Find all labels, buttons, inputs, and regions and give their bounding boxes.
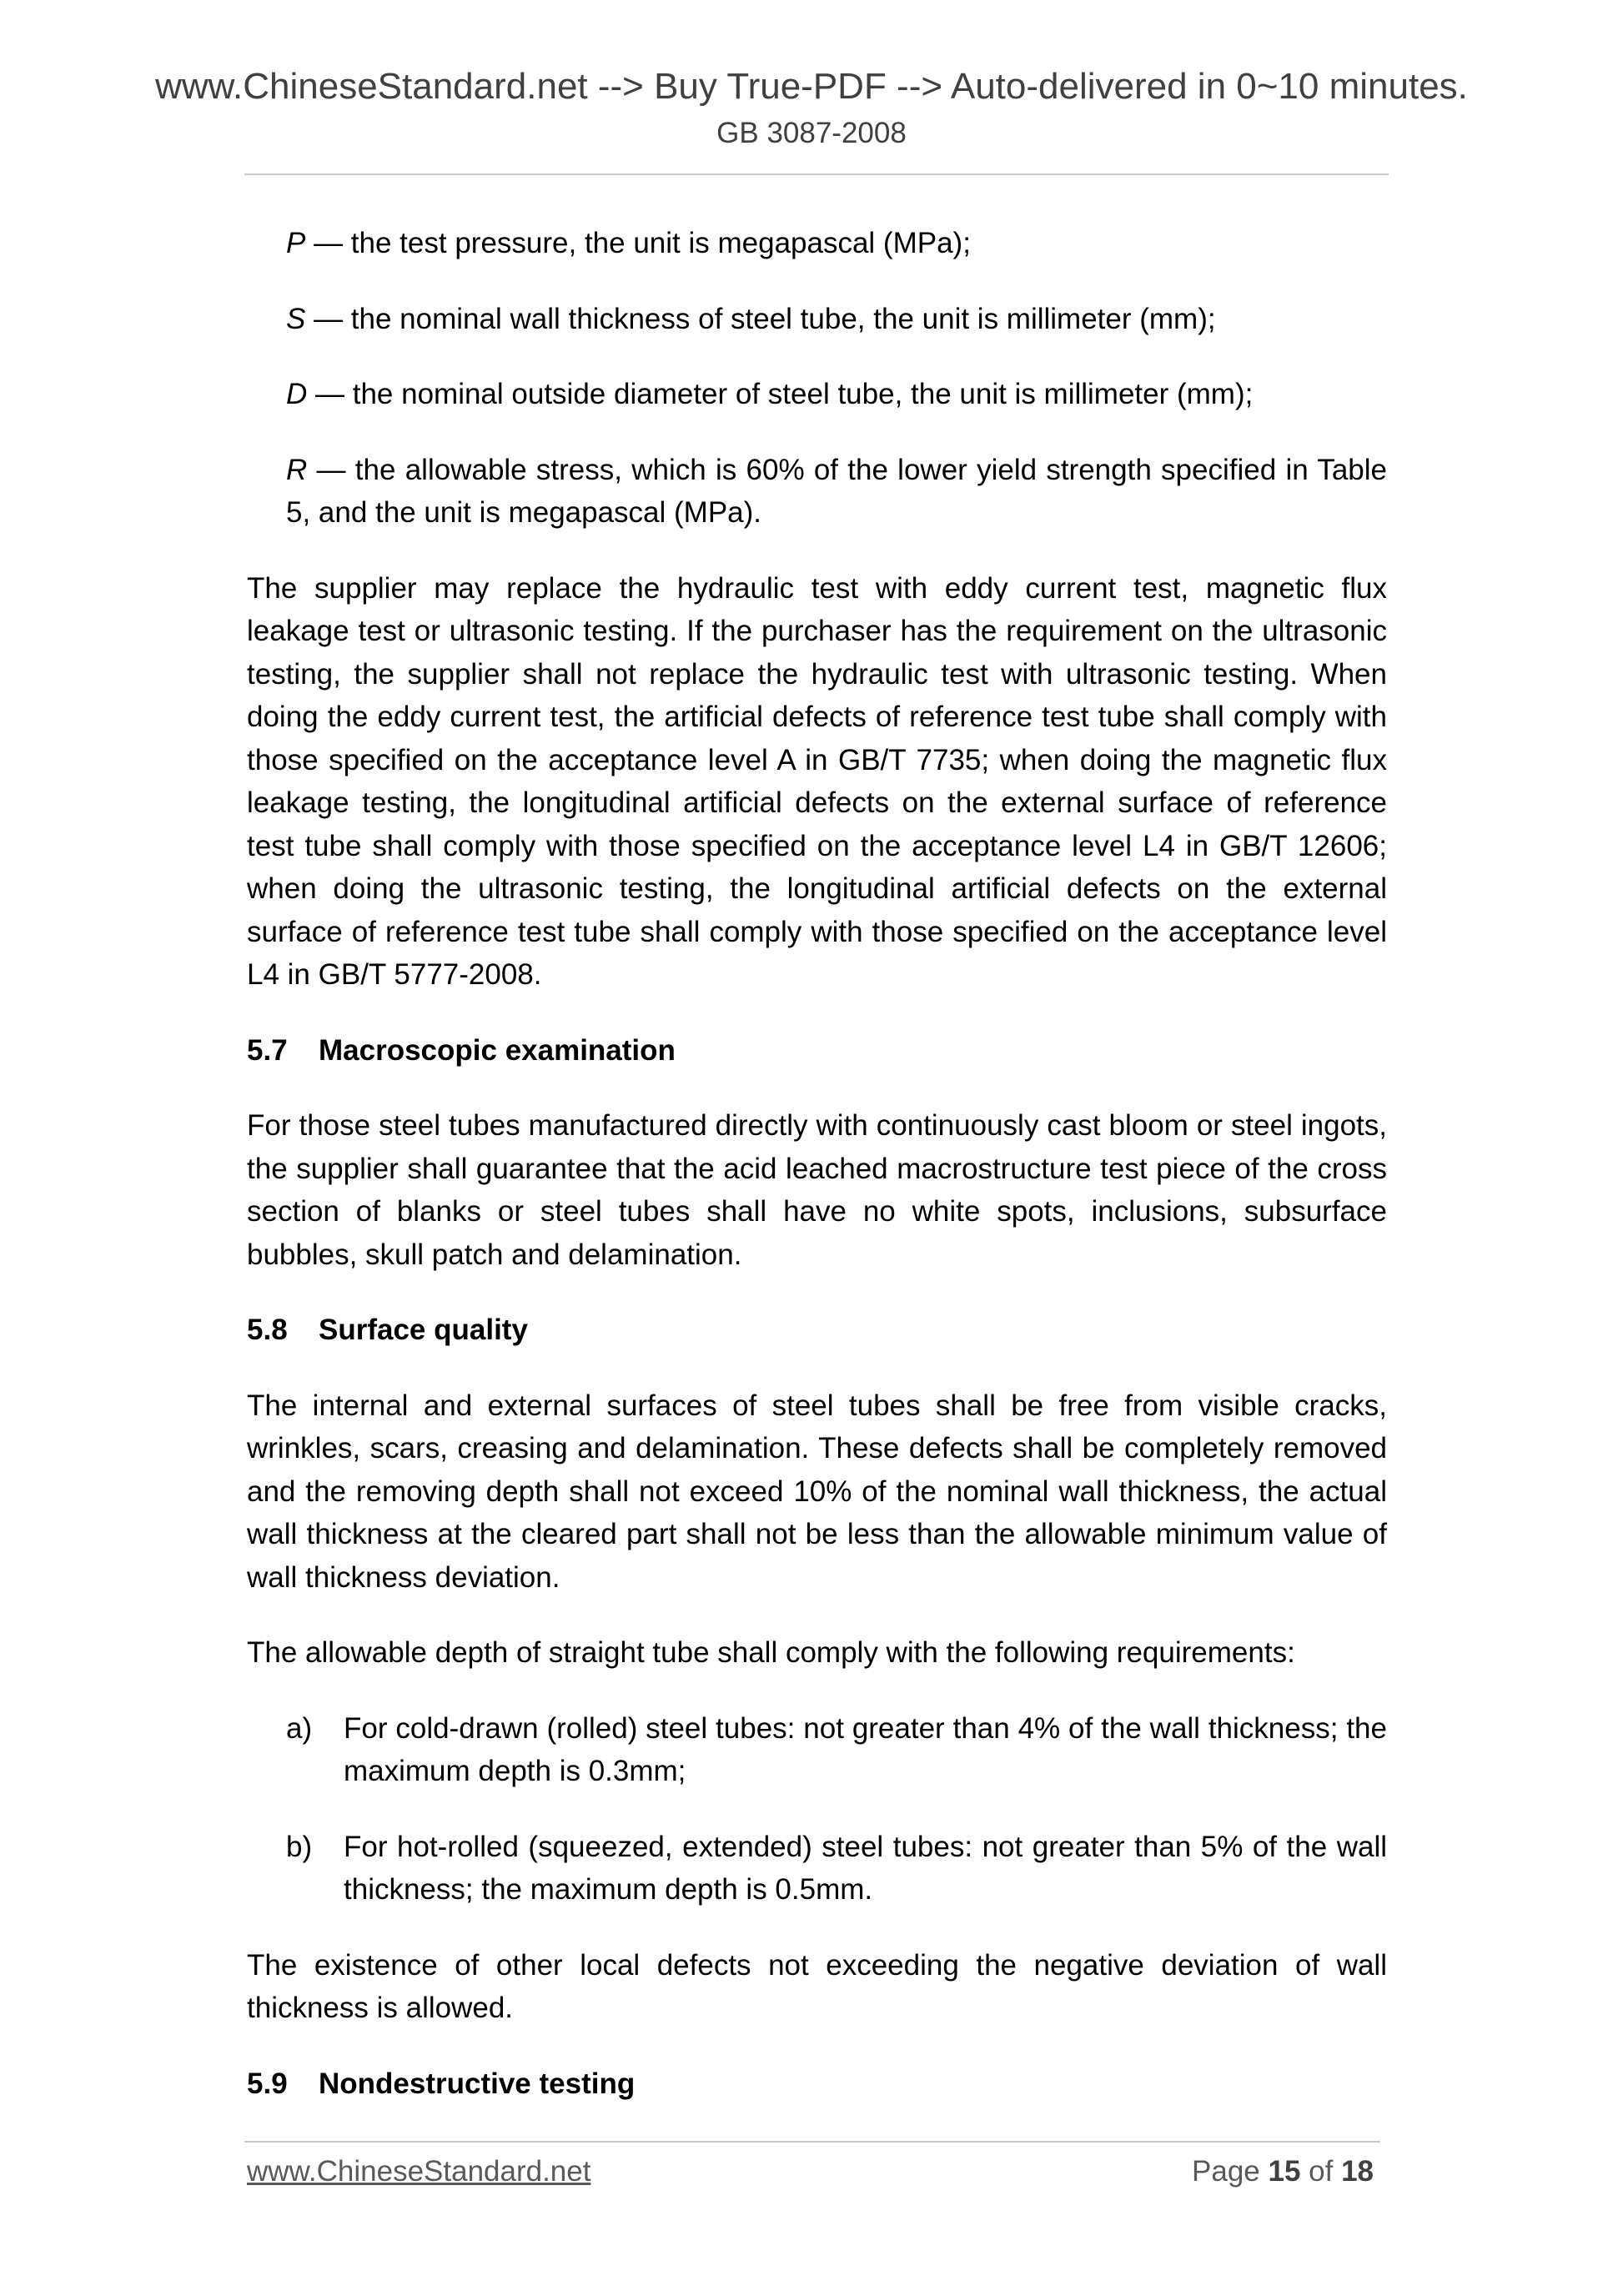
- header-divider: [244, 173, 1389, 175]
- definition-r: [247, 449, 1387, 535]
- page-label: Page: [1192, 2155, 1269, 2188]
- list-item-text: For cold-drawn (rolled) steel tubes: not greater than 4% of the wall thickness; the maximum depth is 0.3mm;: [344, 1711, 1387, 1787]
- section-heading-5-8: [247, 1309, 1387, 1352]
- section-heading-5-7: [247, 1029, 1387, 1073]
- section-title: Macroscopic examination: [319, 1033, 676, 1067]
- definition-text: — the nominal outside diameter of steel tube, the unit is millimeter (mm);: [307, 378, 1254, 410]
- section-title: Nondestructive testing: [319, 2067, 636, 2100]
- definition-p: [247, 222, 1387, 265]
- definition-s: [247, 298, 1387, 341]
- list-marker: a): [286, 1711, 313, 1745]
- section-number: 5.7: [247, 1033, 288, 1067]
- definition-symbol: D: [286, 378, 308, 410]
- source-banner: www.ChineseStandard.net --> Buy True-PDF --> Auto-delivered in 0~10 minutes.: [155, 66, 1468, 107]
- definition-text: — the allowable stress, which is 60% of the lower yield strength specified in Table 5, and the unit is megapascal (MPa).: [286, 453, 1387, 529]
- page-indicator: [1192, 2155, 1374, 2188]
- section-number: 5.9: [247, 2067, 288, 2100]
- footer-site-link[interactable]: www.ChineseStandard.net: [247, 2155, 591, 2188]
- section-heading-5-9: [247, 2062, 1387, 2106]
- section-5-8-paragraph-1: The internal and external surfaces of steel tubes shall be free from visible cracks, wrinkles, scars, creasing and delamination. These defects shall be completely removed and the removing depth shall not exceed 10% of the nominal wall thickness, the actual wall thickness at the cleared part shall not be less than the allowable minimum value of wall thickness deviation.: [247, 1389, 1387, 1594]
- definition-text: — the test pressure, the unit is megapascal (MPa);: [305, 227, 971, 259]
- definition-symbol: S: [286, 302, 306, 335]
- definition-symbol: R: [286, 453, 308, 486]
- page-body: [247, 222, 1387, 2138]
- footer-divider: [244, 2141, 1380, 2143]
- definition-text: — the nominal wall thickness of steel tube, the unit is millimeter (mm);: [305, 302, 1216, 335]
- page-current: 15: [1268, 2155, 1301, 2188]
- definition-symbol: P: [286, 227, 306, 259]
- section-title: Surface quality: [319, 1314, 528, 1346]
- section-5-8-paragraph-2: The allowable depth of straight tube shall comply with the following requirements:: [247, 1636, 1295, 1669]
- standard-code: GB 3087-2008: [716, 117, 907, 149]
- page-of: of: [1300, 2155, 1342, 2188]
- section-5-8-paragraph-3: The existence of other local defects not exceeding the negative deviation of wall thickness is allowed.: [247, 1948, 1387, 2024]
- list-item-b: [247, 1826, 1387, 1912]
- intro-paragraph: The supplier may replace the hydraulic test with eddy current test, magnetic flux leakage test or ultrasonic testing. If the purchaser has the requirement on the ultrasonic testing, the supplier shall not replace the hydraulic test with ultrasonic testing. When doing the eddy current test, the artificial defects of reference test tube shall comply with those specified on the acceptance level A in GB/T 7735; when doing the magnetic flux leakage testing, the longitudinal artificial defects on the external surface of reference test tube shall comply with those specified on the acceptance level L4 in GB/T 12606; when doing the ultrasonic testing, the longitudinal artificial defects on the external surface of reference test tube shall comply with those specified on the acceptance level L4 in GB/T 5777-2008.: [247, 571, 1387, 991]
- section-number: 5.8: [247, 1314, 288, 1346]
- section-5-7-paragraph: For those steel tubes manufactured directly with continuously cast bloom or steel ingots, the supplier shall guarantee that the acid leached macrostructure test piece of the cross section of blanks or steel tubes shall have no white spots, inclusions, subsurface bubbles, skull patch and delamination.: [247, 1109, 1387, 1271]
- page-total: 18: [1341, 2155, 1374, 2188]
- list-item-a: [247, 1707, 1387, 1793]
- definition-d: [247, 373, 1387, 416]
- list-item-text: For hot-rolled (squeezed, extended) steel tubes: not greater than 5% of the wall thickness; the maximum depth is 0.5mm.: [344, 1830, 1387, 1906]
- list-marker: b): [286, 1830, 313, 1863]
